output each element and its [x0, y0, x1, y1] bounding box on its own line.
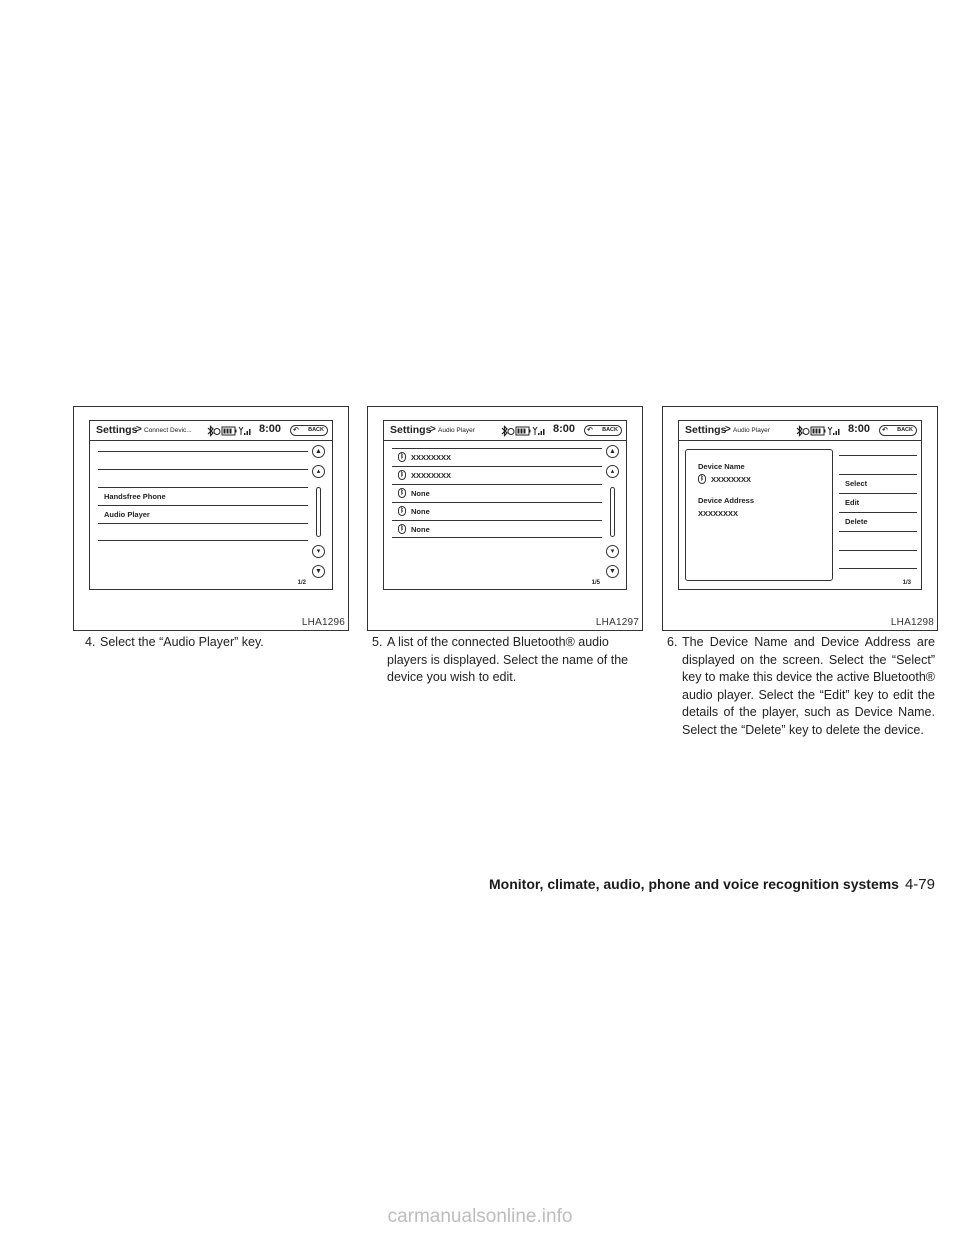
battery-icon	[811, 427, 826, 435]
side-item[interactable]	[839, 550, 917, 569]
device-list	[392, 448, 602, 566]
page-indicator: 1/5	[591, 580, 600, 586]
phone-icon	[214, 429, 220, 435]
side-item[interactable]	[839, 531, 917, 550]
page-indicator: 1/2	[297, 580, 306, 586]
bluetooth-icon: ᛒ	[398, 524, 406, 534]
screen	[383, 420, 627, 590]
list-item[interactable]	[98, 523, 308, 541]
header-title: Settings	[685, 424, 727, 436]
page-down-icon[interactable]: ▼	[312, 565, 325, 578]
scroll-down-icon[interactable]: ▾	[606, 545, 619, 558]
bluetooth-icon: ᛒ	[398, 488, 406, 498]
step-text: A list of the connected Bluetooth® audio players is displayed. Select the name of the device you wish to edit.	[387, 635, 629, 684]
scroll-controls	[606, 445, 620, 581]
delete-button[interactable]: Delete	[839, 512, 917, 531]
bluetooth-icon: ᛒ	[698, 474, 706, 484]
back-label: BACK	[308, 427, 324, 433]
edit-button[interactable]: Edit	[839, 493, 917, 512]
list-item[interactable]	[98, 451, 308, 469]
bluetooth-icon	[797, 427, 802, 436]
device-name-label: Device Name	[698, 462, 745, 471]
page-up-icon[interactable]: ▲	[606, 445, 619, 458]
caption-step-6	[667, 634, 935, 739]
scroll-up-icon[interactable]: ▴	[312, 465, 325, 478]
clock: 8:00	[553, 423, 576, 435]
side-item[interactable]	[839, 455, 917, 474]
status-icons	[207, 425, 253, 437]
signal-icon	[828, 427, 840, 435]
bluetooth-icon	[502, 427, 507, 436]
step-text: The Device Name and Device Address are displayed on the screen. Select the “Select” key to make this device the active Bluetooth® audio player. Select the “Edit” key to edit the details of the player, such as Device Name. Select the “Delete” key to delete the device.	[682, 635, 935, 737]
bluetooth-icon	[208, 427, 213, 436]
figure-lha1297	[367, 406, 643, 631]
clock: 8:00	[848, 423, 871, 435]
back-arrow-icon: ↶	[293, 427, 299, 434]
scrollbar[interactable]	[316, 487, 321, 537]
list-item[interactable]: ᛒ XXXXXXXX	[392, 466, 602, 484]
menu-list	[98, 451, 308, 569]
device-name-value: ᛒ XXXXXXXX	[698, 475, 751, 484]
bluetooth-icon: ᛒ	[398, 470, 406, 480]
device-address-label: Device Address	[698, 496, 755, 505]
screen	[678, 420, 922, 590]
back-label: BACK	[897, 427, 913, 433]
caption-step-5	[372, 634, 640, 687]
status-icons	[501, 425, 547, 437]
back-button[interactable]	[584, 425, 622, 436]
figure-label: LHA1297	[595, 617, 639, 628]
step-number: 4.	[85, 635, 96, 649]
device-address-value: XXXXXXXX	[698, 509, 739, 518]
signal-icon	[533, 427, 545, 435]
back-arrow-icon: ↶	[882, 427, 888, 434]
caption-step-4	[85, 634, 347, 652]
header-subtitle: Audio Player	[438, 427, 475, 434]
header-title: Settings	[390, 424, 432, 436]
signal-icon	[239, 427, 251, 435]
figure-lha1296	[73, 406, 349, 631]
watermark: carmanualsonline.info	[387, 1206, 573, 1227]
select-button[interactable]: Select	[839, 474, 917, 493]
figure-label: LHA1296	[301, 617, 345, 628]
step-number: 5.	[372, 635, 383, 649]
figure-label: LHA1298	[890, 617, 934, 628]
list-item-audio-player[interactable]: Audio Player	[98, 505, 308, 523]
header-separator: >	[430, 424, 436, 435]
clock: 8:00	[259, 423, 282, 435]
header-subtitle: Audio Player	[733, 427, 770, 434]
page-down-icon[interactable]: ▼	[606, 565, 619, 578]
phone-icon	[803, 429, 809, 435]
list-item[interactable]: ᛒ None	[392, 484, 602, 502]
battery-icon	[222, 427, 237, 435]
screen-header	[90, 421, 332, 441]
status-icons	[796, 425, 842, 437]
list-item-handsfree-phone[interactable]: Handsfree Phone	[98, 487, 308, 505]
battery-icon	[516, 427, 531, 435]
bluetooth-icon: ᛒ	[398, 452, 406, 462]
page-footer	[489, 876, 935, 894]
step-text: Select the “Audio Player” key.	[100, 635, 264, 649]
scrollbar[interactable]	[610, 487, 615, 537]
list-item[interactable]	[98, 469, 308, 487]
back-label: BACK	[602, 427, 618, 433]
list-item[interactable]: ᛒ None	[392, 520, 602, 538]
screen-header	[679, 421, 921, 441]
back-button[interactable]	[879, 425, 917, 436]
list-item[interactable]: ᛒ XXXXXXXX	[392, 448, 602, 466]
back-button[interactable]	[290, 425, 328, 436]
page-up-icon[interactable]: ▲	[312, 445, 325, 458]
scroll-down-icon[interactable]: ▾	[312, 545, 325, 558]
header-subtitle: Connect Devic...	[144, 427, 192, 434]
list-item[interactable]: ᛒ None	[392, 502, 602, 520]
figure-lha1298	[662, 406, 938, 631]
back-arrow-icon: ↶	[587, 427, 593, 434]
scroll-up-icon[interactable]: ▴	[606, 465, 619, 478]
header-separator: >	[136, 424, 142, 435]
device-detail-panel	[685, 449, 833, 581]
section-title: Monitor, climate, audio, phone and voice recognition systems	[489, 876, 899, 892]
header-separator: >	[725, 424, 731, 435]
action-menu	[839, 455, 917, 565]
page-indicator: 1/3	[902, 580, 911, 586]
header-title: Settings	[96, 424, 138, 436]
bluetooth-icon: ᛒ	[398, 506, 406, 516]
screen	[89, 420, 333, 590]
page-number: 4-79	[904, 876, 935, 893]
phone-icon	[508, 429, 514, 435]
scroll-controls	[312, 445, 326, 581]
step-number: 6.	[667, 635, 678, 649]
screen-header	[384, 421, 626, 441]
